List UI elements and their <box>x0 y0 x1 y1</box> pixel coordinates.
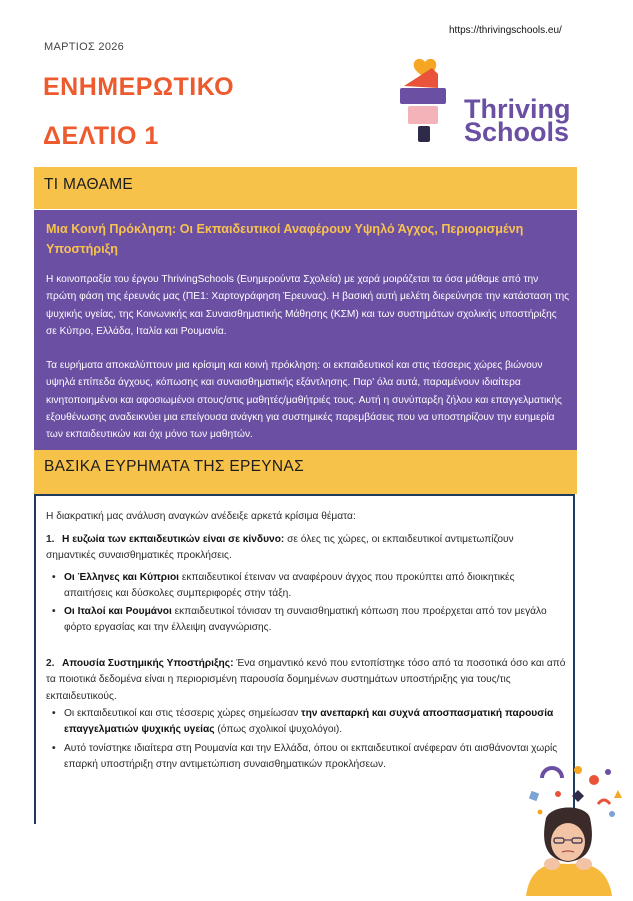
finding-bullet-italy-romania: • Οι Ιταλοί και Ρουμάνοι εκπαιδευτικοί τόνισαν τη συναισθηματική κόπωση που προέρχεται από τον μεγάλο φόρτο εργασίας και την έλλειψη αναγνώρισης. <box>64 604 564 637</box>
key-findings-intro: Η διακρατική μας ανάλυση αναγκών ανέδειξε αρκετά κρίσιμα θέματα: <box>46 511 356 522</box>
svg-text:Schools: Schools <box>464 117 570 147</box>
section-what-we-learn-heading: ΤΙ ΜΑΘΑΜΕ <box>44 176 134 193</box>
newsletter-title-line2: ΔΕΛΤΙΟ 1 <box>43 122 159 150</box>
finding-item-2: 2. Απουσία Συστημικής Υποστήριξης: Ένα σημαντικό κενό που εντοπίστηκε τόσο από τα ποσοτικά όσο και από τα ποιοτικά δεδομένα είναι η περιορισμένη παρουσία δομημένων συστημάτων υποστήριξης για τους/τις εκπαιδευτικούς. <box>46 658 566 702</box>
finding-bullet-greece-cyprus: • Οι Έλληνες και Κύπριοι εκπαιδευτικοί έτειναν να αναφέρουν άγχος που προκύπτει από διοικητικές απαιτήσεις και δύσκολες συμπεριφορές στην τάξη. <box>64 570 564 603</box>
finding-bullet-romania-greece: • Αυτό τονίστηκε ιδιαίτερα στη Ρουμανία και την Ελλάδα, όπου οι εκπαιδευτικοί ανέφεραν ότι αισθάνονται χωρίς επαρκή υποστήριξη στην αντιμετώπιση συναισθηματικών προκλήσεων. <box>64 741 564 774</box>
finding-item-1: 1. Η ευζωία των εκπαιδευτικών είναι σε κίνδυνο: σε όλες τις χώρες, οι εκπαιδευτικοί αντιμετωπίζουν σημαντικές συναισθηματικές προκλήσεις. <box>46 534 514 562</box>
findings-box-heading: Μια Κοινή Πρόκληση: Οι Εκπαιδευτικοί Αναφέρουν Υψηλό Άγχος, Περιορισμένη Υποστήριξη <box>46 222 524 256</box>
thriving-schools-logo <box>398 56 578 156</box>
section-key-findings-heading: ΒΑΣΙΚΑ ΕΥΡΗΜΑΤΑ ΤΗΣ ΕΡΕΥΝΑΣ <box>44 458 304 475</box>
findings-paragraph-1: Η κοινοπραξία του έργου ThrivingSchools (Ευημερούντα Σχολεία) με χαρά μοιράζεται τα όσα μάθαμε από την πρώτη φάση της έρευνάς μας (ΠΕ1: Χαρτογράφηση Έρευνας). Η βασική αυτή μελέτη διερεύνησε την κατάσταση της ψυχικής υγείας, της Κοινωνικής και Συναισθηματικής Μάθησης (ΚΣΜ) και των συστημάτων σχολικής υποστήριξης σε Κύπρο, Ελλάδα, Ιταλία και Ρουμανία. <box>46 274 570 337</box>
findings-paragraph-2: Τα ευρήματα αποκαλύπτουν μια κρίσιμη και κοινή πρόκληση: οι εκπαιδευτικοί και στις τέσσερις χώρες βιώνουν υψηλά επίπεδα άγχους, κόπωσης και συναισθηματικής εξάντλησης. Παρ' όλα αυτά, παραμένουν ιδιαίτερα κινητοποιημένοι και αφοσιωμένοι στους/στις μαθητές/μαθήτριές τους. Αυτή η συνύπαρξη ζήλου και επαγγελματικής εξουθένωσης αναδεικνύει μια επείγουσα ανάγκη για συστημικές παρεμβάσεις που να υποστηρίζουν την ευημερία των εκπαιδευτικών και όχι μόνο των μαθητών. <box>46 360 562 441</box>
logo-graphic <box>398 56 578 156</box>
finding-bullet-mental-health-professionals: • Οι εκπαιδευτικοί και στις τέσσερις χώρες σημείωσαν την ανεπαρκή και συχνά αποσπασματική παρουσία επαγγελματιών ψυχικής υγείας (όπως σχολικοί ψυχολόγοι). <box>64 706 564 739</box>
thinking-teacher-illustration <box>512 760 630 896</box>
newsletter-title-line1: ΕΝΗΜΕΡΩΤΙΚΟ <box>43 73 235 101</box>
website-url[interactable]: https://thrivingschools.eu/ <box>449 25 562 36</box>
svg-text:Thriving: Thriving <box>464 94 571 124</box>
issue-date: ΜΑΡΤΙΟΣ 2026 <box>44 41 125 53</box>
